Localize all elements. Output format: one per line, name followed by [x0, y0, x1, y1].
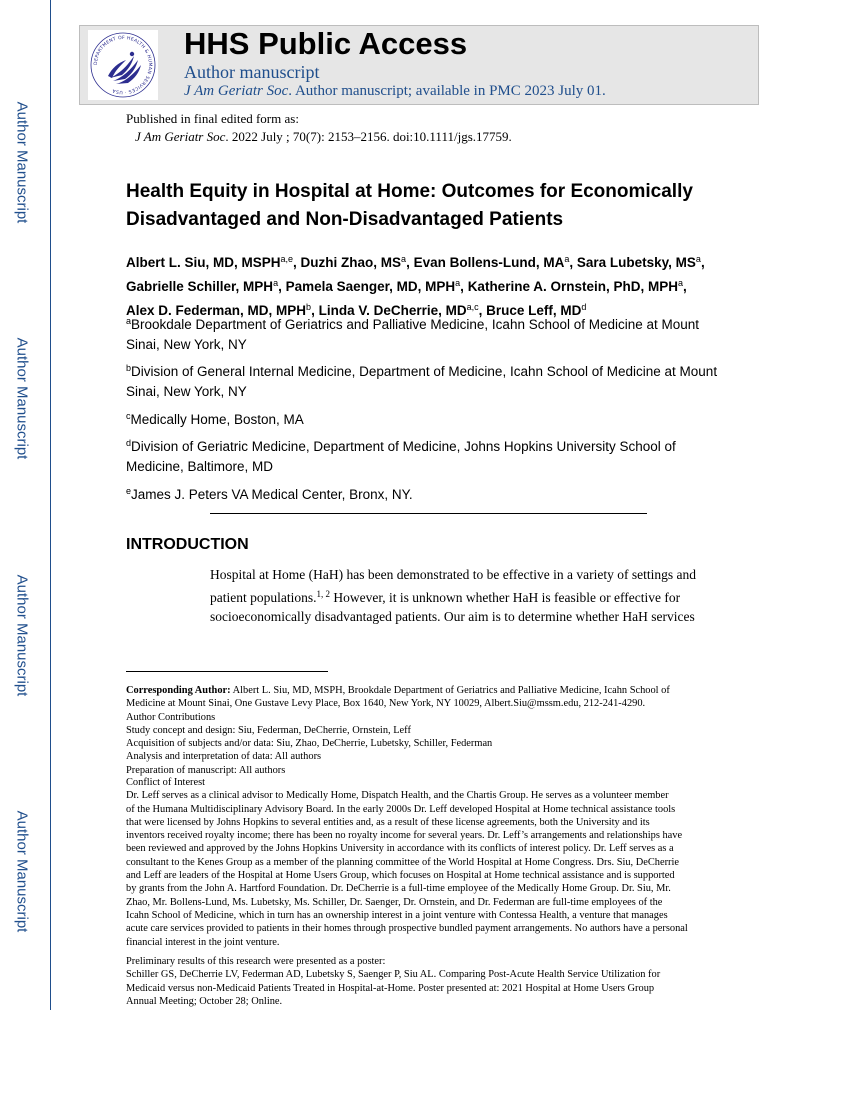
footnote-line: Author Contributions: [126, 711, 216, 723]
author-name: Bruce Leff, MD: [486, 303, 582, 318]
affiliation-mark: e: [126, 486, 132, 496]
author-name: Evan Bollens-Lund, MA: [413, 255, 565, 270]
published-in: [126, 110, 512, 146]
published-label: Published in final edited form as:: [126, 111, 299, 126]
corresponding-text: Albert L. Siu, MD, MSPH, Brookdale Department of Geriatrics and Palliative Medicine, Icahn School of: [230, 685, 670, 696]
author-affiliation-mark: a: [695, 254, 701, 264]
author-affiliation-mark: a: [677, 278, 683, 288]
preliminary-results-note: [126, 955, 736, 1008]
footnote-line: Annual Meeting; October 28; Online.: [126, 995, 283, 1007]
author-manuscript-sidebar: [0, 0, 51, 1010]
corresponding-author-note: [126, 684, 736, 777]
svg-text:DEPARTMENT OF HEALTH & HUMAN S: DEPARTMENT OF HEALTH & HUMAN SERVICES · USA: [93, 35, 153, 95]
author-name: Alex D. Federman, MD, MPH: [126, 303, 307, 318]
banner-availability: . Author manuscript; available in PMC 2023 July 01.: [288, 83, 606, 99]
author-affiliation-mark: b: [306, 302, 312, 312]
footnote-line: Acquisition of subjects and/or data: Siu, Zhao, DeCherrie, Lubetsky, Schiller, Federman: [126, 738, 493, 750]
affiliation: [126, 434, 726, 476]
affiliation-mark: b: [126, 363, 132, 373]
footnote-line: Analysis and interpretation of data: All authors: [126, 751, 322, 763]
author-affiliation-mark: a: [564, 254, 570, 264]
footnote-line: Preparation of manuscript: All authors: [126, 764, 286, 776]
footnote-line: by grants from the John A. Hartford Foundation. Dr. DeCherrie is a full-time employee of the Medically Home Group. Dr. Siu, Mr.: [126, 883, 671, 895]
intro-text: However, it is unknown whether HaH is feasible or effective for socioeconomically disadvantaged patients. Our aim is to determine whether HaH services: [210, 589, 695, 624]
published-citation: [126, 128, 512, 146]
footnote-line: been reviewed and approved by the Johns Hopkins University in accordance with its conflicts of interest policy. Dr. Leff serves as a: [126, 843, 674, 855]
intro-text: Hospital at Home (HaH) has been demonstrated to be effective in a variety of settings and patient populations.: [210, 567, 696, 605]
footnote-line: Zhao, Mr. Bollens-Lund, Ms. Lubetsky, Ms. Schiller, Dr. Saenger, Dr. Ornstein, and Dr. Federman are full-time employees of the: [126, 896, 663, 908]
author-affiliation-mark: a,c: [466, 302, 479, 312]
author-affiliation-mark: d: [581, 302, 587, 312]
section-divider: [210, 513, 647, 514]
banner-journal: J Am Geriatr Soc: [184, 83, 289, 99]
affiliation-mark: c: [126, 411, 131, 421]
footnote-line: that were licensed by Johns Hopkins to several entities and, as a result of these license agreements, both the University and its: [126, 816, 650, 828]
footnote-line: and Leff are leaders of the Hospital at Home Users Group, which focuses on Hospital at Home technical assistance and is supported: [126, 870, 675, 882]
footnote-line: Conflict of Interest: [126, 777, 206, 788]
affiliation-text: Division of General Internal Medicine, Department of Medicine, Icahn School of Medicine at Mount Sinai, New York, NY: [126, 364, 718, 399]
author-name: Duzhi Zhao, MS: [300, 255, 402, 270]
affiliation-text: Division of Geriatric Medicine, Department of Medicine, Johns Hopkins University School of Medicine, Baltimore, MD: [126, 439, 676, 474]
author-name: Gabrielle Schiller, MPH: [126, 279, 274, 294]
affiliation-text: Medically Home, Boston, MA: [130, 412, 304, 427]
conflict-of-interest-note: [126, 776, 736, 949]
sidebar-label: Author Manuscript: [13, 337, 31, 459]
affiliation: [126, 482, 726, 505]
footnote-line: of the Humana Multidisciplinary Advisory Board. In the early 2000s Dr. Leff developed Hospital at Home technical assistance tools: [126, 803, 676, 815]
footnote-line: Study concept and design: Siu, Federman, DeCherrie, Ornstein, Leff: [126, 724, 411, 736]
footnote-line: Medicine at Mount Sinai, One Gustave Levy Place, Box 1640, New York, NY 10029, Albert.Siu@mssm.edu, 212-241-4290.: [126, 698, 646, 710]
author-name: Linda V. DeCherrie, MD: [318, 303, 467, 318]
author-affiliation-mark: a: [401, 254, 407, 264]
footnote-line: Medicaid versus non-Medicaid Patients Treated in Hospital-at-Home. Poster presented at: 2021 Hospital at Home Users Group: [126, 982, 655, 994]
corresponding-label: Corresponding Author:: [126, 685, 231, 696]
footnote-line: financial interest in the joint venture.: [126, 936, 280, 948]
introduction-paragraph: [210, 565, 730, 627]
author-affiliation-mark: a: [455, 278, 461, 288]
published-journal: J Am Geriatr Soc: [135, 129, 226, 144]
author-list: Albert L. Siu, MD, MSPH$^{a,e}$, Duzhi Zhao, $MS^a$, Evan Bollens-Lund, $MA^a$, Sara Lubetsky, $MS^a$, Gabrielle Schiller, MPH$^a$, Pamela Saenger, MD, MPH$^a$, Katherine A. Ornstein, PhD, MPH$^a$, Alex D. Federman, MD, MPH$^b$, Linda V. DeCherrie, MD$^{a,c}$, Bruce Leff, $MD^d$: [126, 254, 705, 318]
affiliation-text: Brookdale Department of Geriatrics and Palliative Medicine, Icahn School of Medicine at Mount Sinai, New York, NY: [126, 317, 700, 352]
published-details: . 2022 July ; 70(7): 2153–2156. doi:10.1111/jgs.17759.: [225, 129, 512, 144]
footnote-line: [126, 684, 736, 697]
article-title: Health Equity in Hospital at Home: Outcomes for Economically Disadvantaged and Non-Disadvantaged Patients: [126, 181, 693, 230]
banner-citation: [184, 83, 606, 100]
footnote-line: Icahn School of Medicine, which in turn has an ownership interest in a joint venture with Contessa Health, a venture that manages: [126, 909, 668, 921]
sidebar-label: Author Manuscript: [13, 810, 31, 932]
sidebar-label: Author Manuscript: [13, 101, 31, 223]
footnote-line: consultant to the Kenes Group as a member of the planning committee of the World Hospital at Home Congress. Drs. Siu, DeCherrie: [126, 856, 680, 868]
author-name: Katherine A. Ornstein, PhD, MPH: [467, 279, 678, 294]
author-affiliation-mark: a: [273, 278, 279, 288]
reference-superscript[interactable]: 1, 2: [316, 588, 330, 599]
affiliation: [126, 407, 726, 430]
sidebar-label: Author Manuscript: [13, 574, 31, 696]
banner-subtitle: Author manuscript: [184, 62, 320, 82]
affiliation: [126, 312, 726, 354]
author-affiliation-mark: a,e: [280, 254, 294, 264]
footnote-line: Preliminary results of this research were presented as a poster:: [126, 956, 386, 967]
author-name: Pamela Saenger, MD, MPH: [285, 279, 456, 294]
footnote-line: acute care services provided to patients in their homes through prospective bundled payment arrangements. No authors have a personal: [126, 923, 688, 935]
banner-title: HHS Public Access: [184, 26, 468, 61]
affiliation: [126, 359, 726, 401]
footnote-line: Schiller GS, DeCherrie LV, Federman AD, Lubetsky S, Saenger P, Siu AL. Comparing Post-Acute Health Service Utilization for: [126, 969, 661, 981]
author-name: Albert L. Siu, MD, MSPH: [126, 255, 281, 270]
author-name: Sara Lubetsky, MS: [576, 255, 696, 270]
affiliation-text: James J. Peters VA Medical Center, Bronx, NY.: [131, 487, 413, 502]
affiliation-mark: d: [126, 438, 132, 448]
footnote-divider: [126, 671, 328, 672]
hhs-eagle-seal-icon: [88, 30, 158, 100]
affiliation-mark: a: [126, 316, 132, 326]
hhs-public-access-banner: [79, 25, 759, 105]
introduction-heading: INTRODUCTION: [126, 536, 249, 553]
footnote-line: inventors received royalty income; there has been no royalty income for several years. Dr. Leff’s arrangements and relationships have: [126, 830, 683, 842]
footnote-line: Dr. Leff serves as a clinical advisor to Medically Home, Dispatch Health, and the Chartis Group. He serves as a volunteer member: [126, 790, 669, 802]
